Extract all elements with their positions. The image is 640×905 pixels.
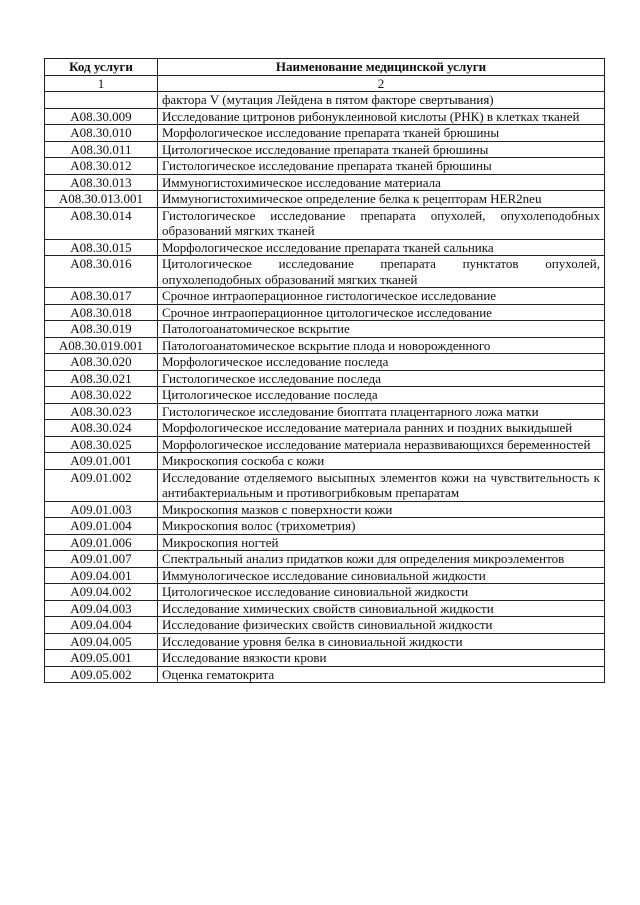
- column-number-1: 1: [45, 75, 158, 92]
- service-code-cell: A09.01.001: [45, 453, 158, 470]
- service-name-cell: Иммунологическое исследование синовиальной жидкости: [158, 567, 605, 584]
- service-code-cell: A08.30.013: [45, 174, 158, 191]
- table-row: [45, 256, 605, 288]
- service-name-cell: Гистологическое исследование биоптата плацентарного ложа матки: [158, 403, 605, 420]
- service-name-cell: Исследование физических свойств синовиальной жидкости: [158, 617, 605, 634]
- table-row: [45, 92, 605, 109]
- table-row: [45, 191, 605, 208]
- table-row: [45, 534, 605, 551]
- service-code-cell: A09.05.001: [45, 650, 158, 667]
- service-code-cell: A09.04.002: [45, 584, 158, 601]
- service-code-cell: A08.30.020: [45, 354, 158, 371]
- service-code-cell: A08.30.016: [45, 256, 158, 288]
- service-name-cell: Морфологическое исследование препарата тканей сальника: [158, 239, 605, 256]
- document-page: [44, 58, 604, 683]
- service-code-cell: A08.30.009: [45, 108, 158, 125]
- service-name-cell: Гистологическое исследование препарата опухолей, опухолеподобных образований мягких тканей: [158, 207, 605, 239]
- table-row: [45, 288, 605, 305]
- service-code-cell: A09.04.001: [45, 567, 158, 584]
- table-row: [45, 125, 605, 142]
- table-row: [45, 584, 605, 601]
- column-number-row: [45, 75, 605, 92]
- table-header-row: [45, 59, 605, 76]
- service-code-cell: A09.01.004: [45, 518, 158, 535]
- service-code-cell: A09.01.007: [45, 551, 158, 568]
- service-code-cell: A09.05.002: [45, 666, 158, 683]
- service-name-cell: фактора V (мутация Лейдена в пятом факторе свертывания): [158, 92, 605, 109]
- service-code-cell: A08.30.019.001: [45, 337, 158, 354]
- table-row: [45, 174, 605, 191]
- table-row: [45, 551, 605, 568]
- service-name-cell: Исследование цитронов рибонуклеиновой кислоты (РНК) в клетках тканей: [158, 108, 605, 125]
- service-code-cell: [45, 92, 158, 109]
- service-code-cell: A08.30.012: [45, 158, 158, 175]
- service-name-cell: Микроскопия волос (трихометрия): [158, 518, 605, 535]
- header-service-code: Код услуги: [45, 59, 158, 76]
- header-service-name: Наименование медицинской услуги: [158, 59, 605, 76]
- service-code-cell: A09.04.004: [45, 617, 158, 634]
- service-name-cell: Морфологическое исследование препарата тканей брюшины: [158, 125, 605, 142]
- service-code-cell: A08.30.022: [45, 387, 158, 404]
- service-name-cell: Иммуногистохимическое определение белка к рецепторам HER2neu: [158, 191, 605, 208]
- service-code-cell: A08.30.019: [45, 321, 158, 338]
- table-row: [45, 501, 605, 518]
- service-code-cell: A09.01.003: [45, 501, 158, 518]
- table-row: [45, 321, 605, 338]
- table-row: [45, 420, 605, 437]
- service-code-cell: A08.30.011: [45, 141, 158, 158]
- service-name-cell: Срочное интраоперационное гистологическое исследование: [158, 288, 605, 305]
- service-code-cell: A08.30.021: [45, 370, 158, 387]
- table-row: [45, 666, 605, 683]
- service-name-cell: Морфологическое исследование последа: [158, 354, 605, 371]
- table-row: [45, 337, 605, 354]
- service-name-cell: Цитологическое исследование препарата тканей брюшины: [158, 141, 605, 158]
- table-row: [45, 304, 605, 321]
- table-row: [45, 633, 605, 650]
- table-row: [45, 108, 605, 125]
- service-code-cell: A08.30.010: [45, 125, 158, 142]
- table-row: [45, 600, 605, 617]
- table-row: [45, 387, 605, 404]
- service-name-cell: Гистологическое исследование последа: [158, 370, 605, 387]
- service-code-cell: A09.04.003: [45, 600, 158, 617]
- table-row: [45, 370, 605, 387]
- service-name-cell: Исследование вязкости крови: [158, 650, 605, 667]
- service-name-cell: Иммуногистохимическое исследование материала: [158, 174, 605, 191]
- service-name-cell: Гистологическое исследование препарата тканей брюшины: [158, 158, 605, 175]
- table-row: [45, 469, 605, 501]
- service-name-cell: Цитологическое исследование препарата пунктатов опухолей, опухолеподобных образований мягких тканей: [158, 256, 605, 288]
- service-name-cell: Цитологическое исследование синовиальной жидкости: [158, 584, 605, 601]
- service-name-cell: Микроскопия мазков с поверхности кожи: [158, 501, 605, 518]
- services-table: [44, 58, 605, 683]
- service-name-cell: Цитологическое исследование последа: [158, 387, 605, 404]
- service-code-cell: A09.01.002: [45, 469, 158, 501]
- service-code-cell: A08.30.015: [45, 239, 158, 256]
- table-row: [45, 354, 605, 371]
- table-row: [45, 453, 605, 470]
- table-row: [45, 518, 605, 535]
- service-code-cell: A09.01.006: [45, 534, 158, 551]
- service-name-cell: Микроскопия ногтей: [158, 534, 605, 551]
- service-name-cell: Микроскопия соскоба с кожи: [158, 453, 605, 470]
- table-row: [45, 650, 605, 667]
- service-name-cell: Срочное интраоперационное цитологическое исследование: [158, 304, 605, 321]
- service-name-cell: Исследование отделяемого высыпных элементов кожи на чувствительность к антибактериальным и противогрибковым препаратам: [158, 469, 605, 501]
- service-code-cell: A08.30.025: [45, 436, 158, 453]
- service-code-cell: A08.30.023: [45, 403, 158, 420]
- table-body: [45, 92, 605, 683]
- table-row: [45, 207, 605, 239]
- table-row: [45, 158, 605, 175]
- service-name-cell: Патологоанатомическое вскрытие: [158, 321, 605, 338]
- service-code-cell: A08.30.018: [45, 304, 158, 321]
- service-code-cell: A08.30.014: [45, 207, 158, 239]
- service-name-cell: Исследование химических свойств синовиальной жидкости: [158, 600, 605, 617]
- table-row: [45, 141, 605, 158]
- service-code-cell: A09.04.005: [45, 633, 158, 650]
- service-name-cell: Патологоанатомическое вскрытие плода и новорожденного: [158, 337, 605, 354]
- table-row: [45, 567, 605, 584]
- service-name-cell: Морфологическое исследование материала неразвивающихся беременностей: [158, 436, 605, 453]
- service-name-cell: Исследование уровня белка в синовиальной жидкости: [158, 633, 605, 650]
- table-row: [45, 403, 605, 420]
- service-code-cell: A08.30.024: [45, 420, 158, 437]
- table-row: [45, 239, 605, 256]
- table-row: [45, 617, 605, 634]
- service-code-cell: A08.30.017: [45, 288, 158, 305]
- column-number-2: 2: [158, 75, 605, 92]
- service-code-cell: A08.30.013.001: [45, 191, 158, 208]
- service-name-cell: Морфологическое исследование материала ранних и поздних выкидышей: [158, 420, 605, 437]
- table-row: [45, 436, 605, 453]
- service-name-cell: Спектральный анализ придатков кожи для определения микроэлементов: [158, 551, 605, 568]
- service-name-cell: Оценка гематокрита: [158, 666, 605, 683]
